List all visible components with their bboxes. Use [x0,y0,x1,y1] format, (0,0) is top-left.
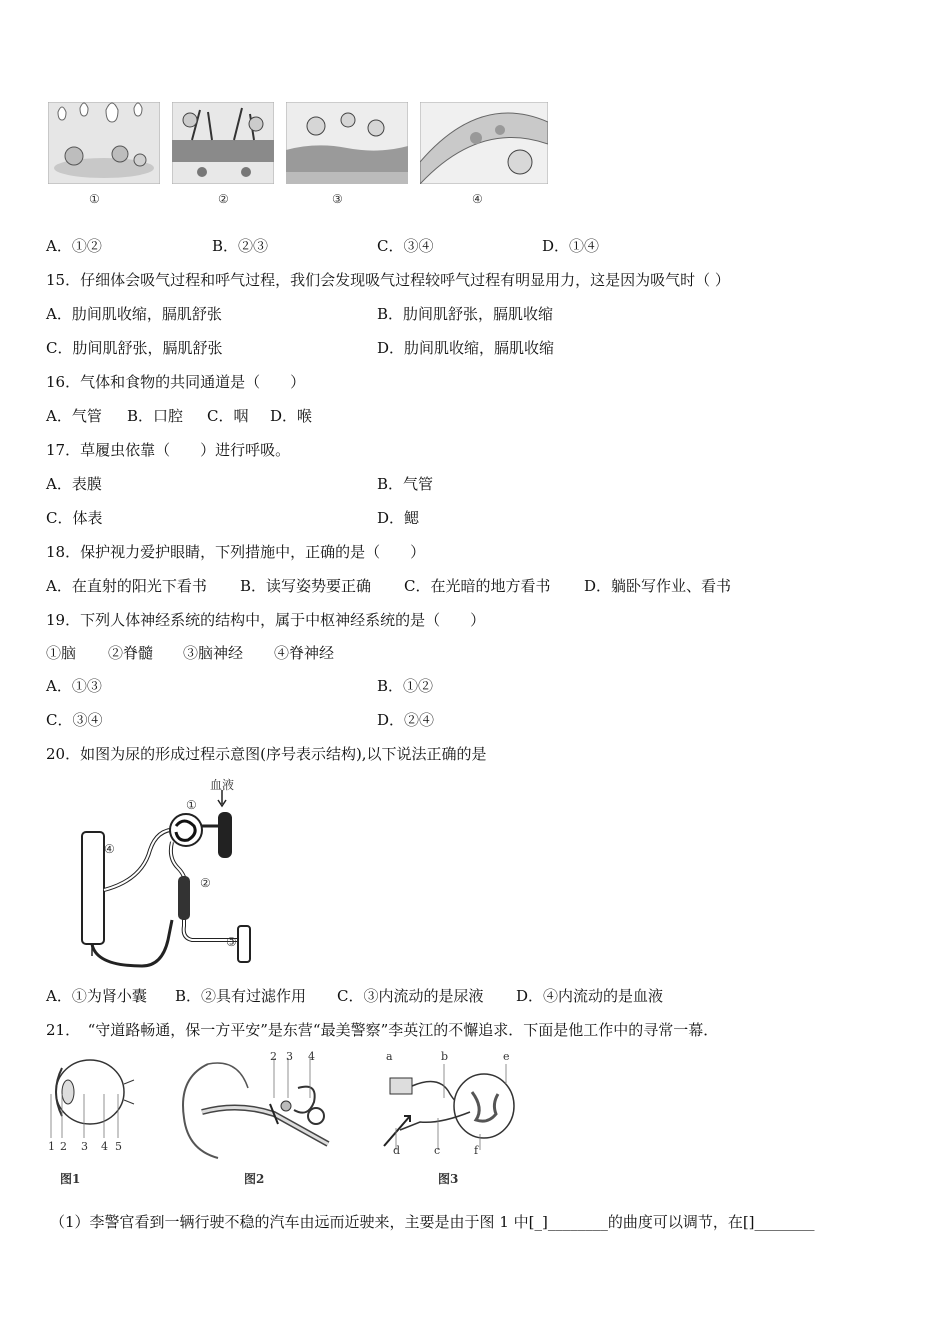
q20-option-c: C．③内流动的是尿液 [337,987,484,1005]
q15-option-b: B．肋间肌舒张，膈肌收缩 [377,305,554,323]
q20-label-1: ① [186,798,197,812]
q16-option-c: C．咽 [207,407,249,425]
q17-option-b: B．气管 [377,475,434,493]
q21-fig1-num-3: 3 [81,1140,88,1153]
q20-label-4: ④ [104,842,115,856]
q16-option-d: D．喉 [270,407,313,425]
q21-fig1-num-5: 5 [115,1140,122,1153]
q19-option-d: D．②④ [377,711,435,729]
q14-image-1 [48,102,160,184]
nephron-illustration [72,770,282,970]
q21-fig1-caption: 图1 [60,1172,81,1186]
q21-fig3-caption: 图3 [438,1172,459,1186]
q21-fig1-num-4: 4 [101,1140,108,1153]
q21-fig1-num-1: 1 [48,1140,55,1153]
blood-vessel-illustration [420,102,548,184]
q15-option-c: C．肋间肌舒张，膈肌舒张 [46,339,223,357]
cilia-mucosa-illustration [286,102,408,184]
q17-option-a: A．表膜 [46,475,102,493]
q14-option-c: C．③④ [377,237,434,255]
q19-option-a: A．①③ [46,677,102,695]
q18-option-a: A．在直射的阳光下看书 [46,577,207,595]
q19-item-4: ④脊神经 [274,644,335,662]
q15-option-d: D．肋间肌收缩，膈肌收缩 [377,339,555,357]
q18-option-b: B．读写姿势要正确 [240,577,372,595]
q21-fig3-letter-a: a [386,1050,393,1063]
q17-stem: 17．草履虫依靠（ ）进行呼吸。 [46,441,291,459]
q14-image-label-3: ③ [332,192,343,206]
q21-fig3-letter-d: d [393,1144,401,1157]
q20-nephron-diagram [72,770,282,970]
q21-fig2-num-2: 2 [270,1050,277,1063]
q18-option-d: D．躺卧写作业、看书 [584,577,732,595]
q14-image-4 [420,102,548,184]
q19-option-c: C．③④ [46,711,103,729]
q17-option-c: C．体表 [46,509,103,527]
q17-option-d: D．鳃 [377,509,420,527]
q19-stem: 19．下列人体神经系统的结构中，属于中枢神经系统的是（ ） [46,611,486,629]
ear-illustration [178,1058,338,1162]
q21-fig2-num-3: 3 [286,1050,293,1063]
q16-option-b: B．口腔 [127,407,184,425]
q14-image-label-2: ② [218,192,229,206]
q21-fig3-letter-c: c [434,1144,441,1157]
water-droplets-illustration [48,102,160,184]
q21-fig3-letter-e: e [503,1050,510,1063]
q14-image-3 [286,102,408,184]
q21-fig3-letter-b: b [441,1050,449,1063]
q19-item-1: ①脑 [46,644,77,662]
q14-option-b: B．②③ [212,237,269,255]
q14-image-label-4: ④ [472,192,483,206]
q21-fig2-caption: 图2 [244,1172,265,1186]
q20-option-b: B．②具有过滤作用 [175,987,307,1005]
q19-item-2: ②脊髓 [108,644,154,662]
q20-stem: 20．如图为尿的形成过程示意图(序号表示结构),以下说法正确的是 [46,745,487,763]
q21-fig3-letter-f: f [474,1144,479,1157]
q16-stem: 16．气体和食物的共同通道是（ ） [46,373,306,391]
q21-fig2-ear [178,1058,338,1162]
q20-option-d: D．④内流动的是血液 [516,987,664,1005]
q21-stem: 21． “守道路畅通，保一方平安”是东营“最美警察”李英江的不懈追求．下面是他工作中的寻常一幕． [46,1021,719,1039]
q18-stem: 18．保护视力爱护眼睛，下列措施中，正确的是（ ） [46,543,426,561]
q19-option-b: B．①② [377,677,434,695]
q15-option-a: A．肋间肌收缩，膈肌舒张 [46,305,222,323]
q21-fig3-reflex-arc [380,1064,520,1156]
q14-image-label-1: ① [89,192,100,206]
q14-image-2 [172,102,274,184]
reflex-arc-illustration [380,1064,520,1156]
q21-sub1: （1）李警官看到一辆行驶不稳的汽车由远而近驶来，主要是由于图 1 中[_]________的曲度可以调节，在[]________ [50,1213,815,1231]
q15-stem: 15．仔细体会吸气过程和呼气过程，我们会发现吸气过程较呼气过程有明显用力，这是因为吸气时（ ） [46,271,730,289]
nasal-hair-illustration [172,102,274,184]
q20-label-3: ③ [226,935,237,949]
q21-fig1-num-2: 2 [60,1140,67,1153]
q21-fig2-num-4: 4 [308,1050,315,1063]
eye-illustration [46,1054,136,1140]
q20-label-blood: 血液 [210,778,235,792]
q19-item-3: ③脑神经 [183,644,244,662]
q14-option-a: A．①② [46,237,102,255]
q20-label-2: ② [200,876,211,890]
q18-option-c: C．在光暗的地方看书 [404,577,551,595]
q21-fig1-eye [46,1054,136,1140]
q20-option-a: A．①为肾小囊 [46,987,147,1005]
q14-option-d: D．①④ [542,237,600,255]
q16-option-a: A．气管 [46,407,102,425]
